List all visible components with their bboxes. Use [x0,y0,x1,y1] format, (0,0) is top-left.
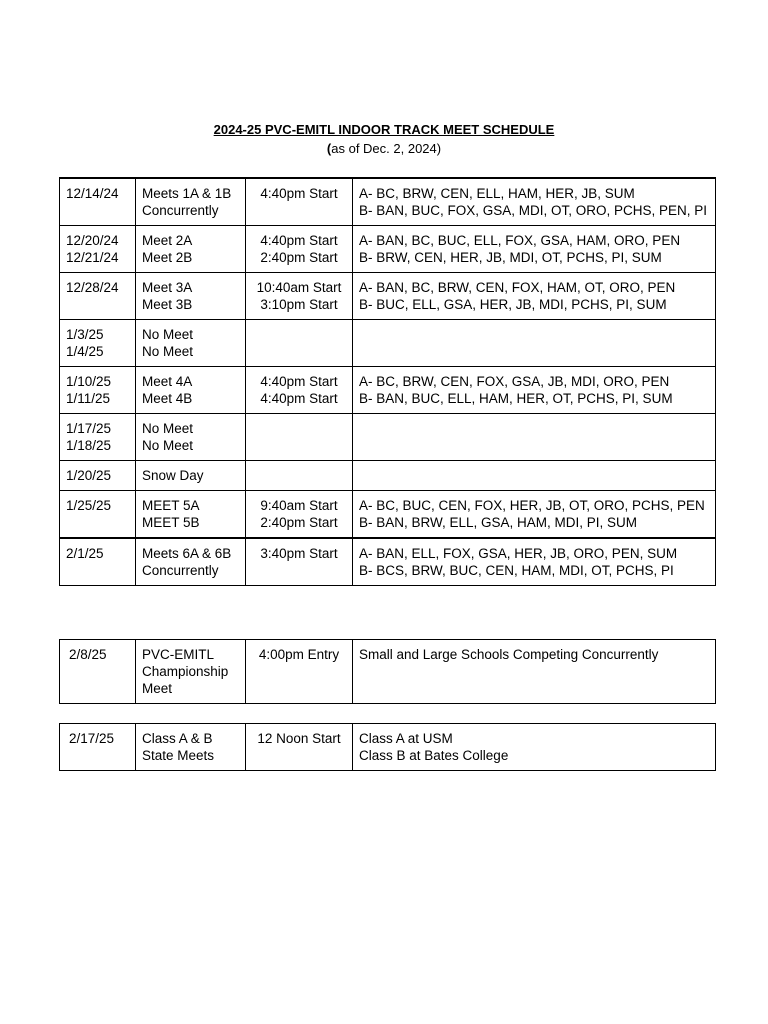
date-cell: 12/20/24 12/21/24 [60,226,136,273]
date-cell: 1/10/25 1/11/25 [60,367,136,414]
time-cell [246,461,353,491]
teams-cell [353,414,716,461]
page-title-text: 2024-25 PVC-EMITL INDOOR TRACK MEET SCHEDULE [213,122,555,137]
event-cell: PVC-EMITL Championship Meet [136,640,246,704]
teams-cell: A- BAN, BC, BRW, CEN, FOX, HAM, OT, ORO, PEN B- BUC, ELL, GSA, HER, JB, MDI, PCHS, PI, SUM [353,273,716,320]
table-row [60,273,716,320]
date-cell: 2/17/25 [60,724,136,771]
date-cell: 1/20/25 [60,461,136,491]
teams-cell: Class A at USM Class B at Bates College [353,724,716,771]
date-cell: 12/14/24 [60,178,136,226]
event-cell: Snow Day [136,461,246,491]
event-cell: MEET 5A MEET 5B [136,491,246,539]
table-row [60,226,716,273]
table-row [60,724,716,771]
subtitle-text: as of Dec. 2, 2024) [331,141,442,156]
date-cell: 1/25/25 [60,491,136,539]
teams-cell: A- BC, BUC, CEN, FOX, HER, JB, OT, ORO, PCHS, PEN B- BAN, BRW, ELL, GSA, HAM, MDI, PI, SUM [353,491,716,539]
table-row [60,461,716,491]
championship-table [59,639,716,704]
page-subtitle [0,141,768,157]
subtitle-paren: ( [326,141,332,156]
date-cell: 1/17/25 1/18/25 [60,414,136,461]
time-cell: 3:40pm Start [246,538,353,586]
time-cell: 4:00pm Entry [246,640,353,704]
event-cell: Meet 4A Meet 4B [136,367,246,414]
table-row [60,491,716,539]
page-title [0,122,768,138]
time-cell: 4:40pm Start 2:40pm Start [246,226,353,273]
event-cell: No Meet No Meet [136,414,246,461]
time-cell [246,414,353,461]
teams-cell [353,461,716,491]
date-cell: 2/8/25 [60,640,136,704]
table-row [60,320,716,367]
event-cell: Meet 3A Meet 3B [136,273,246,320]
time-cell [246,320,353,367]
date-cell: 1/3/25 1/4/25 [60,320,136,367]
event-cell: Meets 1A & 1B Concurrently [136,178,246,226]
schedule-table [59,177,716,586]
teams-cell: A- BAN, BC, BUC, ELL, FOX, GSA, HAM, ORO, PEN B- BRW, CEN, HER, JB, MDI, OT, PCHS, PI, SUM [353,226,716,273]
time-cell: 4:40pm Start [246,178,353,226]
teams-cell [353,320,716,367]
time-cell: 4:40pm Start 4:40pm Start [246,367,353,414]
time-cell: 12 Noon Start [246,724,353,771]
table-row [60,367,716,414]
event-cell: Meets 6A & 6B Concurrently [136,538,246,586]
event-cell: Class A & B State Meets [136,724,246,771]
table-row [60,538,716,586]
teams-cell: A- BC, BRW, CEN, FOX, GSA, JB, MDI, ORO, PEN B- BAN, BUC, ELL, HAM, HER, OT, PCHS, PI, SUM [353,367,716,414]
time-cell: 9:40am Start 2:40pm Start [246,491,353,539]
table-row [60,178,716,226]
date-cell: 12/28/24 [60,273,136,320]
event-cell: Meet 2A Meet 2B [136,226,246,273]
teams-cell: Small and Large Schools Competing Concurrently [353,640,716,704]
table-row [60,640,716,704]
time-cell: 10:40am Start 3:10pm Start [246,273,353,320]
teams-cell: A- BAN, ELL, FOX, GSA, HER, JB, ORO, PEN, SUM B- BCS, BRW, BUC, CEN, HAM, MDI, OT, PCHS, PI [353,538,716,586]
teams-cell: A- BC, BRW, CEN, ELL, HAM, HER, JB, SUM B- BAN, BUC, FOX, GSA, MDI, OT, ORO, PCHS, PEN, PI [353,178,716,226]
event-cell: No Meet No Meet [136,320,246,367]
table-row [60,414,716,461]
date-cell: 2/1/25 [60,538,136,586]
state-meets-table [59,723,716,771]
